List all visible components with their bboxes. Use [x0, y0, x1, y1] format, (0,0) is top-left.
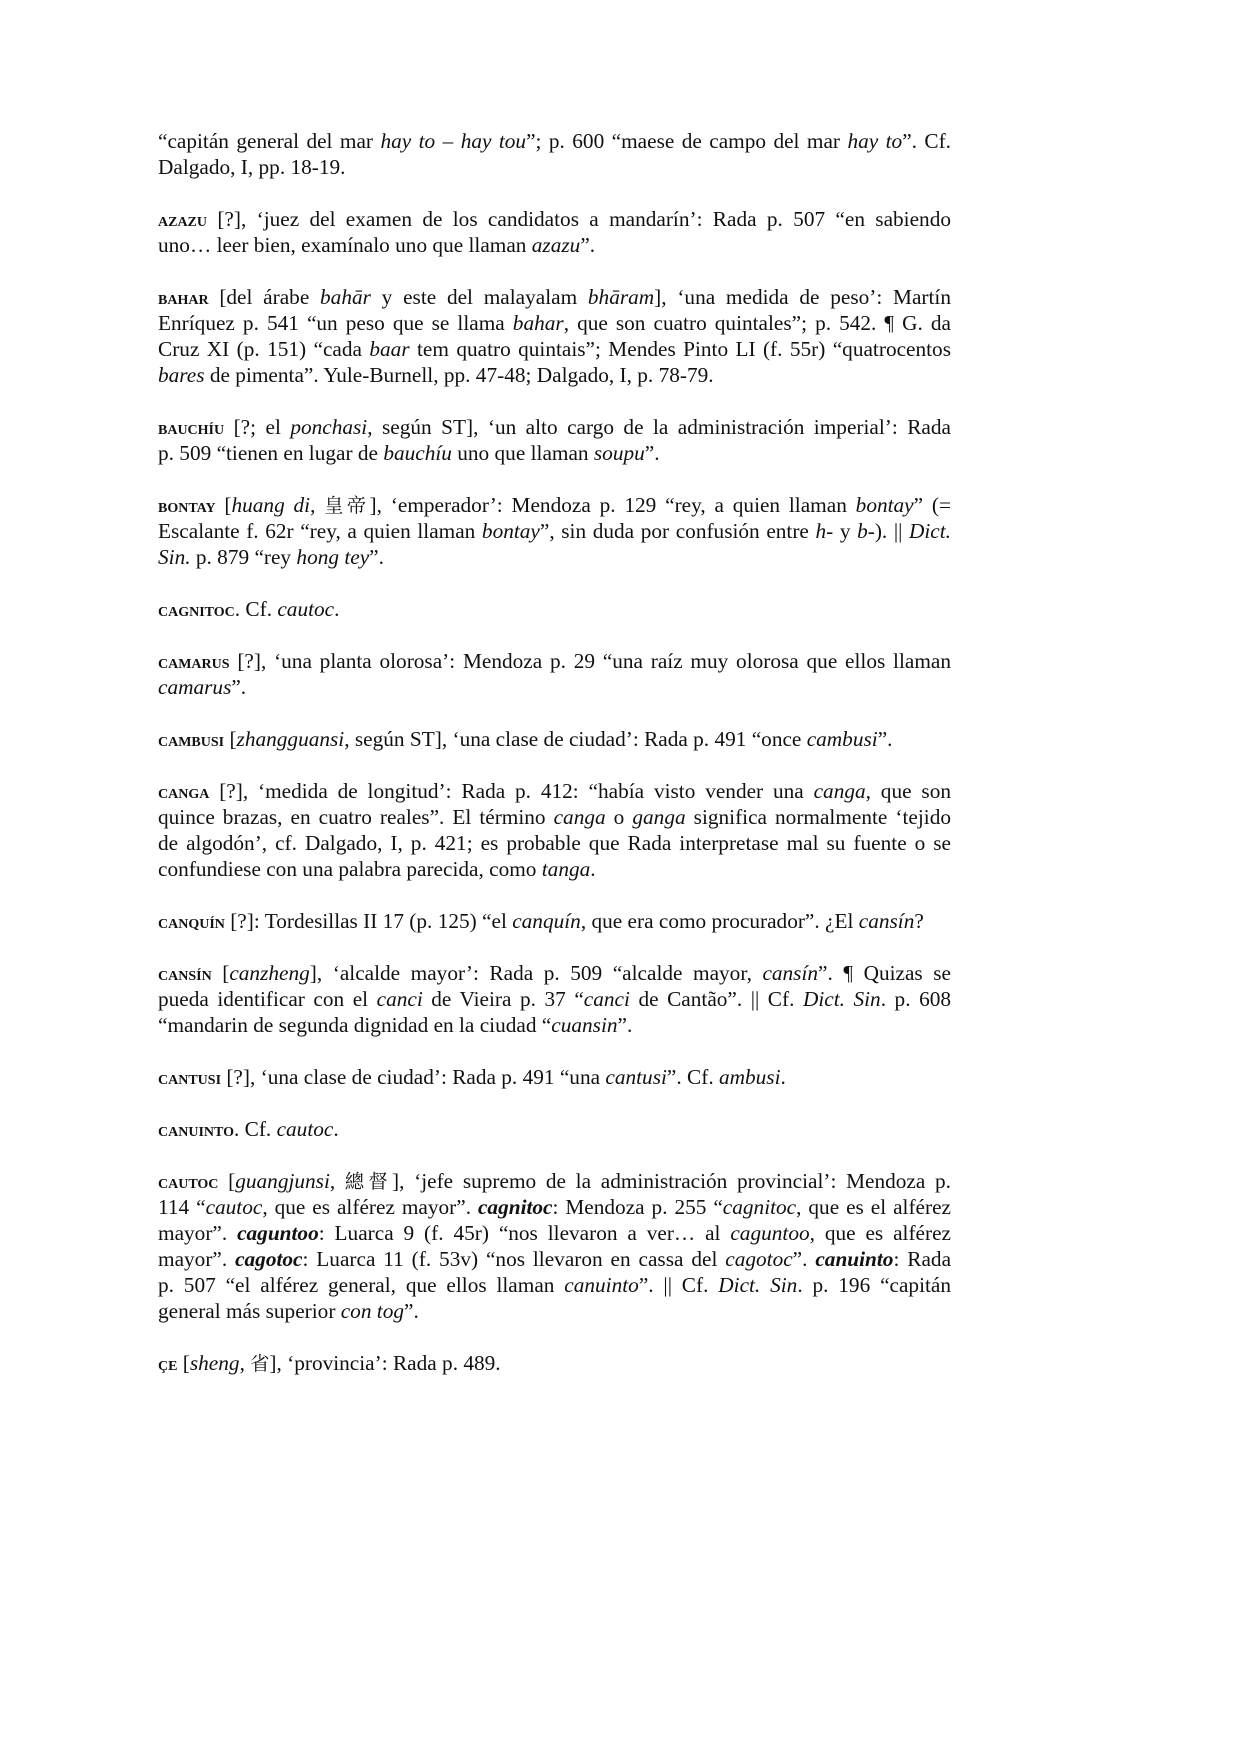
text-run: – — [435, 129, 461, 153]
glossary-entry-bahar — [158, 284, 951, 388]
entry-line — [158, 726, 951, 752]
italic-run: cautoc — [276, 1117, 334, 1141]
entry-line — [158, 1298, 951, 1324]
italic-run: cansín — [762, 961, 819, 985]
italic-run: canzheng — [229, 961, 310, 985]
chinese-characters: 皇帝 — [324, 494, 370, 517]
italic-run: Dict. Sin — [802, 987, 881, 1011]
italic-run: cagnitoc — [722, 1195, 797, 1219]
glossary-entry-hay-to-cont — [158, 128, 951, 180]
italic-run: huang di — [231, 493, 311, 517]
entry-line — [158, 778, 951, 804]
text-run: ”. ¶ Quizas se — [818, 961, 951, 985]
entry-line — [158, 804, 951, 830]
italic-run: soupu — [593, 441, 645, 465]
text-run: ”. || Cf. — [638, 1273, 719, 1297]
text-run: . Cf. — [234, 597, 278, 621]
text-run: de Vieira p. 37 “ — [422, 987, 584, 1011]
bold-italic-term: canuinto — [815, 1247, 894, 1271]
italic-run: ambusi — [718, 1065, 781, 1089]
text-run: 114 “ — [158, 1195, 206, 1219]
entry-line — [158, 1194, 951, 1220]
italic-run: bontay — [855, 493, 914, 517]
text-run: general más superior — [158, 1299, 341, 1323]
text-run: ], ‘alcalde mayor’: Rada p. 509 “alcalde mayor, — [309, 961, 763, 985]
text-run: ”. — [644, 441, 660, 465]
glossary-entry-cansin — [158, 960, 951, 1038]
italic-run: zhangguansi — [236, 727, 345, 751]
text-run: ”. Cf. — [666, 1065, 719, 1089]
entry-headword: bauchíu — [158, 418, 225, 439]
italic-run: hay tou — [460, 129, 527, 153]
italic-run: bhāram — [587, 285, 655, 309]
entry-line — [158, 154, 951, 180]
chinese-characters: 總督 — [344, 1170, 392, 1193]
entry-line — [158, 1220, 951, 1246]
text-run: ”. Cf. — [902, 129, 952, 153]
italic-run: b — [857, 519, 868, 543]
glossary-entry-ce — [158, 1350, 951, 1376]
glossary-entry-camarus — [158, 648, 951, 700]
text-run: Enríquez p. 541 “un peso que se llama — [158, 311, 513, 335]
text-run: . — [334, 597, 340, 621]
italic-run: h — [815, 519, 827, 543]
italic-run: canci — [583, 987, 630, 1011]
entry-headword: azazu — [158, 210, 208, 231]
entry-line — [158, 908, 951, 934]
text-run: de pimenta”. Yule-Burnell, pp. 47-48; Dalgado, I, p. 78-79. — [204, 363, 714, 387]
entry-line — [158, 674, 951, 700]
text-run: ], ‘provincia’: Rada p. 489. — [269, 1351, 501, 1375]
entry-line — [158, 440, 951, 466]
text-run: ? — [914, 909, 924, 933]
text-run: uno que llaman — [451, 441, 594, 465]
entry-headword: camarus — [158, 652, 230, 673]
text-run: . Cf. — [233, 1117, 277, 1141]
italic-run: cuansin — [551, 1013, 618, 1037]
entry-headword: canuinto — [158, 1120, 234, 1141]
glossary-entry-cautoc — [158, 1168, 951, 1324]
text-run: . — [333, 1117, 339, 1141]
glossary-entry-bontay — [158, 492, 951, 570]
text-run: p. 879 “rey — [190, 545, 297, 569]
text-run: [ — [215, 493, 232, 517]
italic-run: tanga — [541, 857, 591, 881]
italic-run: guangjunsi — [235, 1169, 330, 1193]
entry-headword: cambusi — [158, 730, 225, 751]
entry-line — [158, 1350, 951, 1376]
entry-headword: cautoc — [158, 1172, 219, 1193]
entry-headword: bontay — [158, 496, 216, 517]
text-run: o — [605, 805, 633, 829]
glossary-entry-canuinto — [158, 1116, 951, 1142]
entry-line — [158, 492, 951, 518]
text-run: mayor”. — [158, 1247, 236, 1271]
entry-line — [158, 1012, 951, 1038]
italic-run: camarus — [158, 675, 232, 699]
entry-headword: bahar — [158, 288, 209, 309]
italic-run: Dict. Sin — [718, 1273, 798, 1297]
entry-headword: çe — [158, 1354, 178, 1375]
italic-run: cautoc — [277, 597, 335, 621]
text-run: : Mendoza p. 255 “ — [552, 1195, 723, 1219]
text-run: , que era como procurador”. ¿El — [580, 909, 859, 933]
text-run: [?], ‘juez del examen de los candidatos a mandarín’: Rada p. 507 “en sabiendo — [207, 207, 951, 231]
glossary-entry-bauchiu — [158, 414, 951, 466]
text-run: Escalante f. 62r “rey, a quien llaman — [158, 519, 482, 543]
entry-line — [158, 1272, 951, 1298]
text-run: de Cantão”. || Cf. — [629, 987, 803, 1011]
text-run: Dalgado, I, pp. 18-19. — [158, 155, 346, 179]
italic-run: canuinto — [564, 1273, 639, 1297]
entry-line — [158, 648, 951, 674]
text-run: [ — [218, 1169, 236, 1193]
italic-run: cautoc — [205, 1195, 263, 1219]
glossary-entry-cambusi — [158, 726, 951, 752]
italic-run: hong tey — [296, 545, 370, 569]
text-run: confundiese con una palabra parecida, como — [158, 857, 542, 881]
italic-run: caguntoo — [730, 1221, 810, 1245]
text-run: ”. — [580, 233, 596, 257]
text-run: , que es alférez mayor”. — [262, 1195, 478, 1219]
text-run: quince brazas, en cuatro reales”. El término — [158, 805, 554, 829]
text-run: ”. — [877, 727, 893, 751]
text-run: , — [310, 493, 325, 517]
text-run: ”. — [617, 1013, 633, 1037]
text-run: ”. — [369, 545, 384, 569]
entry-line — [158, 830, 951, 856]
entry-line — [158, 856, 951, 882]
text-run: [?]: Tordesillas II 17 (p. 125) “el — [224, 909, 513, 933]
entry-line — [158, 310, 951, 336]
text-run: ”, sin duda por confusión entre — [539, 519, 816, 543]
text-run: [?], ‘una planta olorosa’: Mendoza p. 29 “una raíz muy olorosa que ellos llaman — [229, 649, 951, 673]
italic-run: bares — [158, 363, 205, 387]
text-run: , que son — [865, 779, 951, 803]
text-run: ”. — [231, 675, 247, 699]
text-run: ”; p. 600 “maese de campo del mar — [526, 129, 848, 153]
glossary-entry-canga — [158, 778, 951, 882]
entry-line — [158, 232, 951, 258]
italic-run: Dict. — [909, 519, 951, 543]
entry-headword: canga — [158, 782, 210, 803]
entry-line — [158, 414, 951, 440]
entry-headword: cansín — [158, 964, 212, 985]
text-run: ”. — [404, 1299, 419, 1323]
glossary-entry-canquin — [158, 908, 951, 934]
italic-run: canga — [813, 779, 866, 803]
entry-line — [158, 1246, 951, 1272]
text-run: : Luarca 9 (f. 45r) “nos llevaron a ver… al — [318, 1221, 731, 1245]
italic-run: hay to — [847, 129, 903, 153]
entry-line — [158, 986, 951, 1012]
text-run: “capitán general del mar — [158, 129, 381, 153]
text-run: pueda identificar con el — [158, 987, 377, 1011]
text-run: . — [590, 857, 596, 881]
italic-run: sheng — [189, 1351, 240, 1375]
entry-line — [158, 336, 951, 362]
text-run: significa normalmente ‘tejido — [685, 805, 951, 829]
text-run: [ — [211, 961, 230, 985]
text-run: ”. — [792, 1247, 816, 1271]
glossary-entry-azazu — [158, 206, 951, 258]
text-run: , — [329, 1169, 345, 1193]
italic-run: Sin. — [158, 545, 191, 569]
glossary-entry-cantusi — [158, 1064, 951, 1090]
text-run: [ — [177, 1351, 190, 1375]
text-run: [ — [224, 727, 237, 751]
text-run: y este del malayalam — [370, 285, 588, 309]
text-run: - y — [826, 519, 858, 543]
text-run: mayor”. — [158, 1221, 238, 1245]
text-run: ], ‘jefe supremo de la administración provincial’: Mendoza p. — [392, 1169, 951, 1193]
italic-run: canquín — [512, 909, 581, 933]
chinese-characters: 省 — [250, 1352, 270, 1375]
italic-run: azazu — [531, 233, 581, 257]
glossary-entry-cagnitoc — [158, 596, 951, 622]
entry-line — [158, 128, 951, 154]
text-run: tem quatro quintais”; Mendes Pinto LI (f. 55r) “quatrocentos — [409, 337, 951, 361]
text-run: Cruz XI (p. 151) “cada — [158, 337, 370, 361]
italic-run: ganga — [632, 805, 686, 829]
entry-headword: canquín — [158, 912, 225, 933]
italic-run: hay to — [380, 129, 436, 153]
text-run: , según ST], ‘una clase de ciudad’: Rada p. 491 “once — [344, 727, 807, 751]
text-run: p. 507 “el alférez general, que ellos llaman — [158, 1273, 565, 1297]
italic-run: bauchíu — [383, 441, 452, 465]
text-run: p. 509 “tienen en lugar de — [158, 441, 384, 465]
entry-line — [158, 1168, 951, 1194]
text-run: . p. 196 “capitán — [797, 1273, 952, 1297]
italic-run: cagotoc — [725, 1247, 793, 1271]
entry-line — [158, 1064, 951, 1090]
bold-italic-term: cagotoc — [235, 1247, 303, 1271]
text-run: [?], ‘medida de longitud’: Rada p. 412: “había visto vender una — [209, 779, 814, 803]
text-run: “mandarin de segunda dignidad en la ciudad “ — [158, 1013, 552, 1037]
italic-run: cantusi — [605, 1065, 667, 1089]
italic-run: bahar — [512, 311, 564, 335]
text-run: -). || — [867, 519, 909, 543]
entry-line — [158, 206, 951, 232]
text-run: de algodón’, cf. Dalgado, I, p. 421; es probable que Rada interpretase mal su fuente o se — [158, 831, 951, 855]
italic-run: baar — [369, 337, 410, 361]
text-run: ], ‘una medida de peso’: Martín — [654, 285, 951, 309]
italic-run: bahār — [320, 285, 371, 309]
text-run: uno… leer bien, examínalo uno que llaman — [158, 233, 532, 257]
text-run: , según ST], ‘un alto cargo de la administración imperial’: Rada — [367, 415, 951, 439]
text-run: , que son cuatro quintales”; p. 542. ¶ G. da — [563, 311, 951, 335]
italic-run: ponchasi — [290, 415, 368, 439]
entry-headword: cagnitoc — [158, 600, 235, 621]
text-run: [?; el — [224, 415, 291, 439]
entry-line — [158, 362, 951, 388]
entry-headword: cantusi — [158, 1068, 222, 1089]
text-run: : Luarca 11 (f. 53v) “nos llevaron en cassa del — [302, 1247, 726, 1271]
entry-line — [158, 284, 951, 310]
italic-run: canga — [553, 805, 606, 829]
text-run: [del árabe — [208, 285, 321, 309]
bold-italic-term: caguntoo — [237, 1221, 319, 1245]
text-run: , — [239, 1351, 251, 1375]
text-run: . p. 608 — [880, 987, 952, 1011]
text-run: . — [780, 1065, 786, 1089]
text-run: : Rada — [893, 1247, 952, 1271]
text-run: ], ‘emperador’: Mendoza p. 129 “rey, a quien llaman — [369, 493, 856, 517]
entry-line — [158, 960, 951, 986]
text-run: [?], ‘una clase de ciudad’: Rada p. 491 “una — [221, 1065, 606, 1089]
entry-line — [158, 544, 951, 570]
text-run: ” (= — [913, 493, 952, 517]
italic-run: bontay — [481, 519, 540, 543]
italic-run: cansín — [858, 909, 915, 933]
text-run: , que es alférez — [809, 1221, 952, 1245]
document-page — [158, 128, 951, 1402]
italic-run: canci — [376, 987, 423, 1011]
italic-run: cambusi — [806, 727, 878, 751]
entry-line — [158, 1116, 951, 1142]
entry-line — [158, 518, 951, 544]
entry-line — [158, 596, 951, 622]
italic-run: con tog — [340, 1299, 405, 1323]
bold-italic-term: cagnitoc — [477, 1195, 553, 1219]
text-run: , que es el alférez — [796, 1195, 952, 1219]
